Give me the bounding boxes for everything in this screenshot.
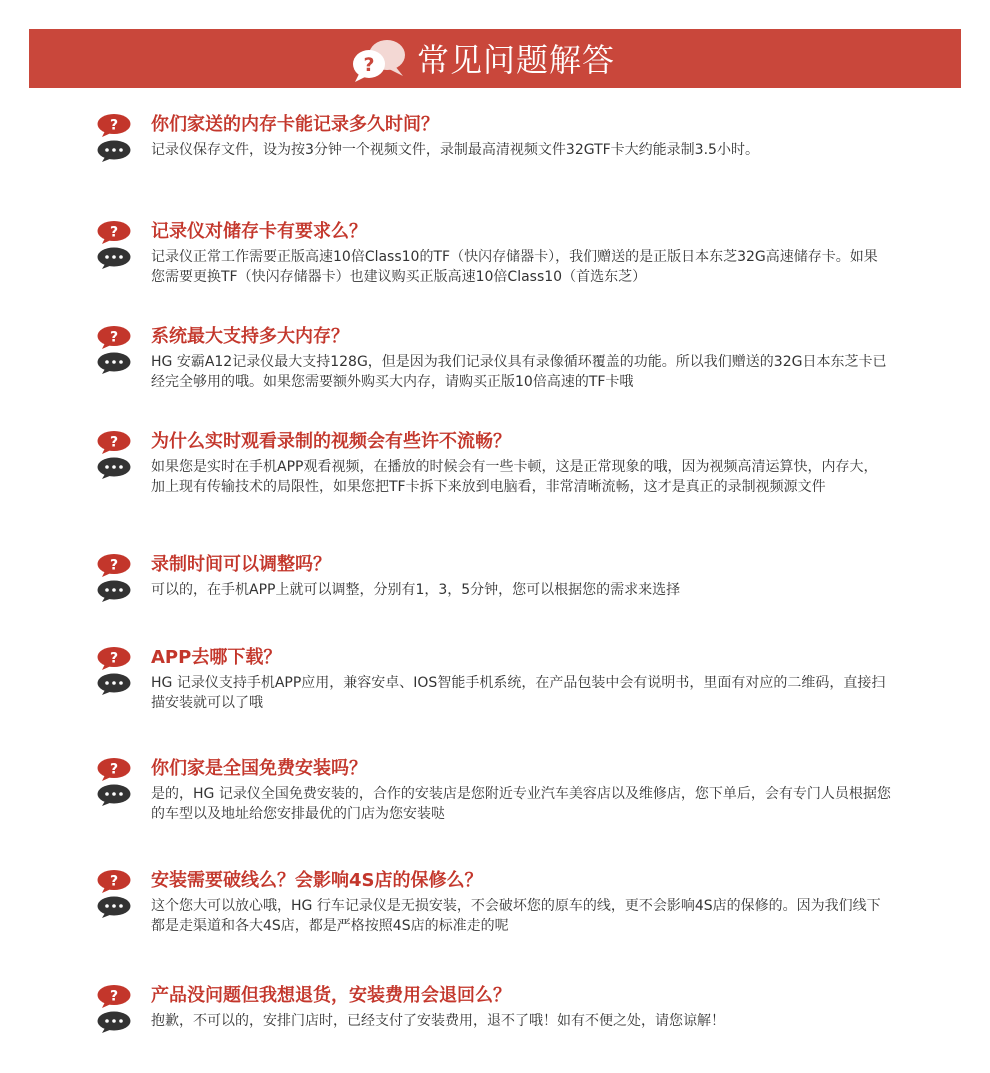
question-bubble-icon bbox=[97, 430, 131, 454]
answer-row bbox=[97, 673, 897, 713]
header-banner bbox=[29, 29, 961, 88]
answer-text: 是的，HG 记录仪全国免费安装的，合作的安装店是您附近专业汽车美容店以及维修店，您下单后，会有专门人员根据您的车型以及地址给您安排最优的门店为您安装哒 bbox=[151, 786, 891, 822]
question-text: 你们家送的内存卡能记录多久时间？ bbox=[151, 114, 439, 135]
faq-item bbox=[97, 324, 897, 392]
question-text: 记录仪对储存卡有要求么？ bbox=[151, 221, 367, 242]
question-text: 录制时间可以调整吗？ bbox=[151, 554, 331, 575]
question-bubble-icon bbox=[97, 325, 131, 349]
question-text: APP去哪下载？ bbox=[151, 647, 282, 668]
answer-text: 记录仪正常工作需要正版高速10倍Class10的TF（快闪存储器卡），我们赠送的是正版日本东芝32G高速储存卡。如果您需要更换TF（快闪存储器卡）也建议购买正版高速10倍Class10（首选东芝） bbox=[151, 249, 878, 285]
svg-text:?: ? bbox=[109, 117, 119, 134]
faq-item bbox=[97, 429, 897, 497]
faq-item bbox=[97, 645, 897, 713]
question-row bbox=[97, 645, 897, 671]
header-content bbox=[351, 38, 615, 82]
question-row bbox=[97, 983, 897, 1009]
question-bubble-icon bbox=[97, 757, 131, 781]
answer-text: HG 记录仪支持手机APP应用，兼容安卓、IOS智能手机系统，在产品包装中会有说明书，里面有对应的二维码，直接扫描安装就可以了哦 bbox=[151, 675, 886, 711]
answer-row bbox=[97, 457, 897, 497]
answer-text: 如果您是实时在手机APP观看视频，在播放的时候会有一些卡顿，这是正常现象的哦，因为视频高清运算快，内存大，加上现有传输技术的局限性，如果您把TF卡拆下来放到电脑看，非常清晰流畅，这才是真正的录制视频源文件 bbox=[151, 459, 878, 495]
answer-text: 这个您大可以放心哦，HG 行车记录仪是无损安装，不会破坏您的原车的线，更不会影响4S店的保修的。因为我们线下都是走渠道和各大4S店，都是严格按照4S店的标准走的呢 bbox=[151, 898, 881, 934]
page-title: 常见问题解答 bbox=[417, 41, 616, 79]
question-bubble-icon bbox=[97, 220, 131, 244]
ellipsis-bubble-icon bbox=[97, 140, 131, 162]
answer-row bbox=[97, 580, 897, 602]
question-row bbox=[97, 429, 897, 455]
answer-text: 可以的，在手机APP上就可以调整，分别有1，3，5分钟，您可以根据您的需求来选择 bbox=[151, 582, 681, 598]
question-row bbox=[97, 552, 897, 578]
faq-item bbox=[97, 552, 897, 602]
speech-bubbles-icon bbox=[351, 38, 407, 82]
question-row bbox=[97, 112, 897, 138]
answer-text: 记录仪保存文件，设为按3分钟一个视频文件，录制最高清视频文件32GTF卡大约能录制3.5小时。 bbox=[151, 142, 759, 158]
answer-row bbox=[97, 247, 897, 287]
answer-text: HG 安霸A12记录仪最大支持128G，但是因为我们记录仪具有录像循环覆盖的功能。所以我们赠送的32G日本东芝卡已经完全够用的哦。如果您需要额外购买大内存，请购买正版10倍高速的TF卡哦 bbox=[151, 354, 887, 390]
answer-text: 抱歉，不可以的，安排门店时，已经支付了安装费用，退不了哦！如有不便之处，请您谅解！ bbox=[151, 1013, 725, 1029]
ellipsis-bubble-icon bbox=[97, 247, 131, 269]
ellipsis-bubble-icon bbox=[97, 896, 131, 918]
svg-text:?: ? bbox=[109, 557, 119, 574]
question-bubble-icon bbox=[97, 646, 131, 670]
svg-text:?: ? bbox=[109, 988, 119, 1005]
ellipsis-bubble-icon bbox=[97, 1011, 131, 1033]
question-bubble-icon bbox=[97, 984, 131, 1008]
question-text: 安装需要破线么？会影响4S店的保修么？ bbox=[151, 870, 483, 891]
ellipsis-bubble-icon bbox=[97, 457, 131, 479]
answer-row bbox=[97, 352, 897, 392]
question-bubble-icon bbox=[97, 869, 131, 893]
question-bubble-icon bbox=[97, 113, 131, 137]
question-text: 为什么实时观看录制的视频会有些许不流畅？ bbox=[151, 431, 511, 452]
svg-text:?: ? bbox=[109, 224, 119, 241]
question-row bbox=[97, 324, 897, 350]
question-row bbox=[97, 756, 897, 782]
faq-item bbox=[97, 983, 897, 1033]
faq-item bbox=[97, 868, 897, 936]
svg-text:?: ? bbox=[109, 873, 119, 890]
question-text: 你们家是全国免费安装吗？ bbox=[151, 758, 367, 779]
svg-text:?: ? bbox=[109, 650, 119, 667]
faq-item bbox=[97, 112, 897, 162]
question-bubble-icon bbox=[97, 553, 131, 577]
faq-item bbox=[97, 219, 897, 287]
answer-row bbox=[97, 896, 897, 936]
answer-row bbox=[97, 784, 897, 824]
ellipsis-bubble-icon bbox=[97, 673, 131, 695]
faq-item bbox=[97, 756, 897, 824]
ellipsis-bubble-icon bbox=[97, 784, 131, 806]
ellipsis-bubble-icon bbox=[97, 580, 131, 602]
ellipsis-bubble-icon bbox=[97, 352, 131, 374]
answer-row bbox=[97, 140, 897, 162]
question-row bbox=[97, 219, 897, 245]
svg-text:?: ? bbox=[363, 54, 375, 76]
question-row bbox=[97, 868, 897, 894]
svg-text:?: ? bbox=[109, 329, 119, 346]
question-text: 产品没问题但我想退货，安装费用会退回么？ bbox=[151, 985, 511, 1006]
question-text: 系统最大支持多大内存？ bbox=[151, 326, 349, 347]
svg-text:?: ? bbox=[109, 761, 119, 778]
answer-row bbox=[97, 1011, 897, 1033]
svg-text:?: ? bbox=[109, 434, 119, 451]
